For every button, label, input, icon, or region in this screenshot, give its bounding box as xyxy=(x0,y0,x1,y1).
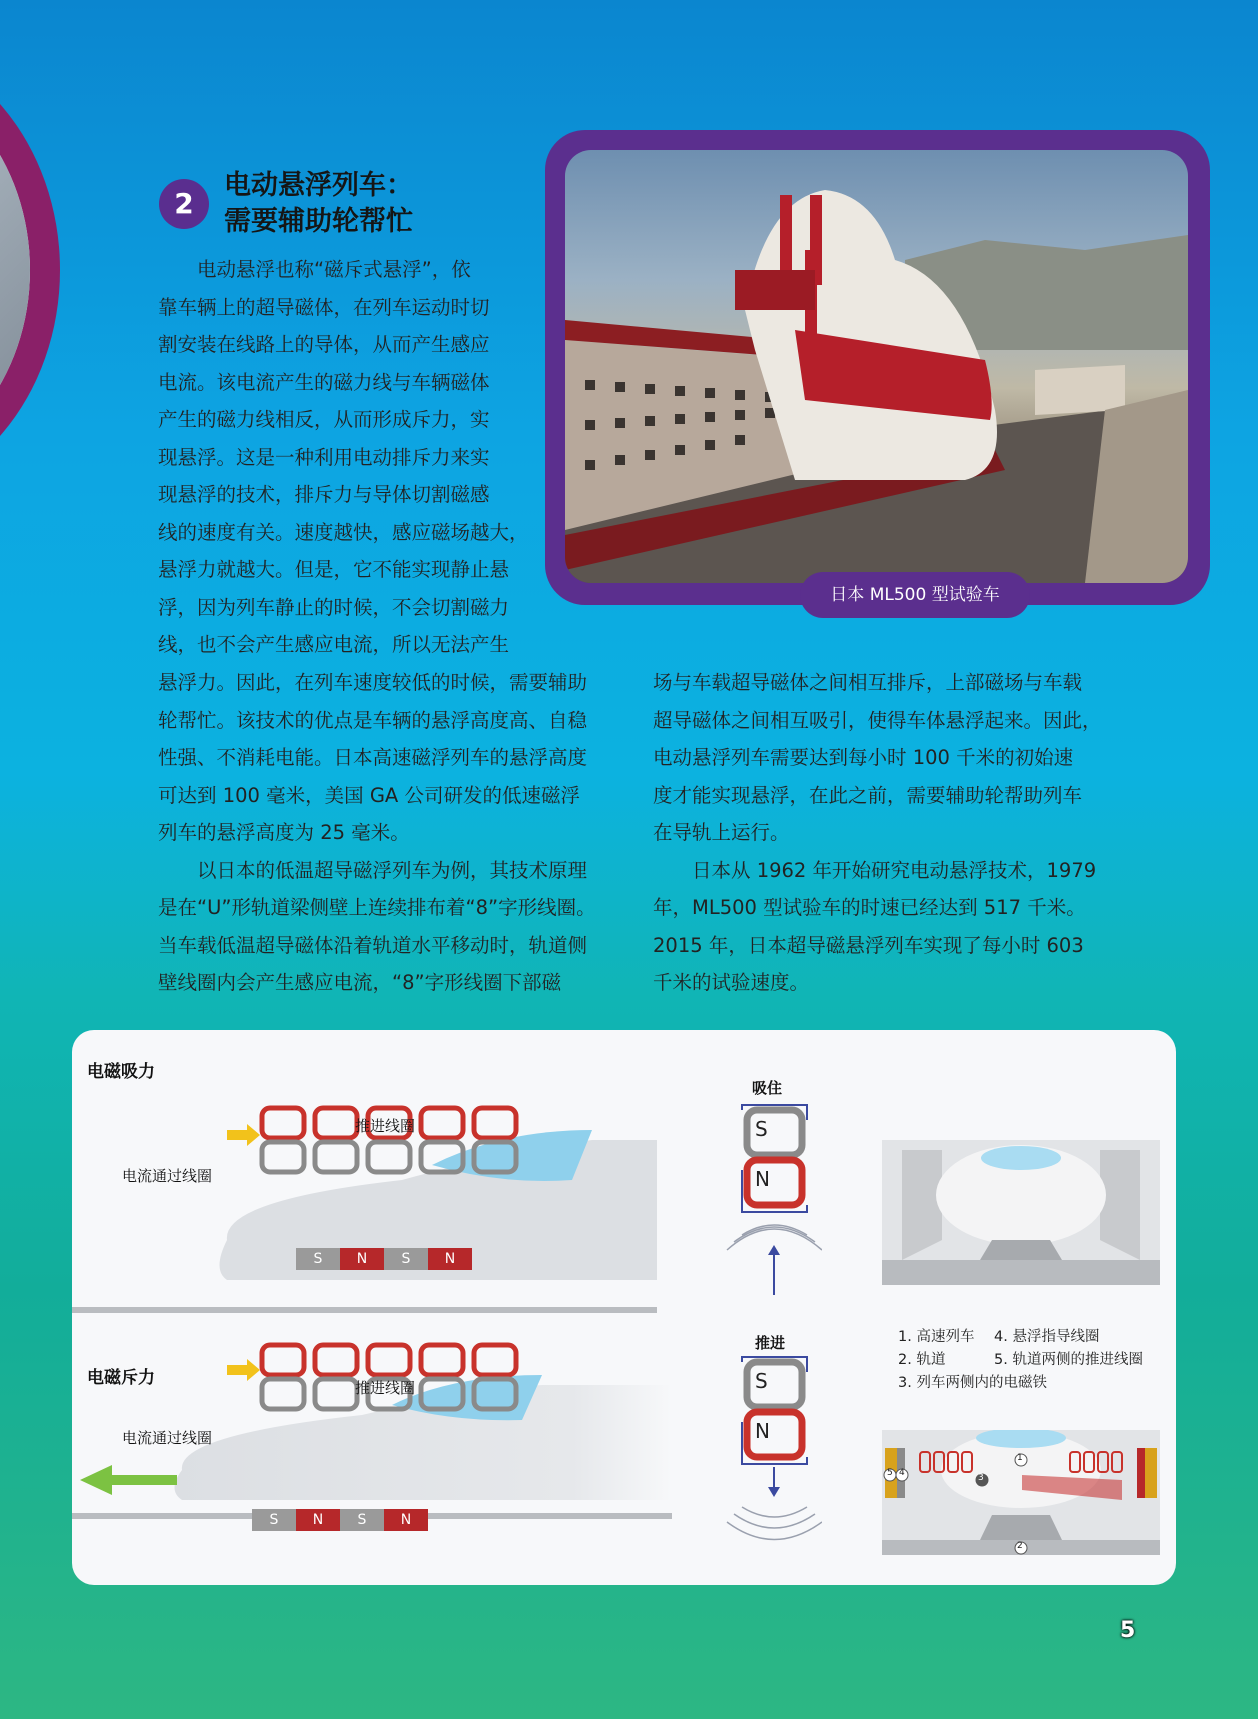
attract-train-diagram xyxy=(72,1070,672,1340)
train-illustration xyxy=(565,150,1188,583)
text-line: 度才能实现悬浮，在此之前，需要辅助轮帮助列车 xyxy=(653,783,1083,807)
repel-coil-label: 推进线圈 xyxy=(355,1379,416,1397)
photo-frame xyxy=(545,130,1210,605)
text-line: 日本从 1962 年开始研究电动悬浮技术，1979 xyxy=(692,858,1097,882)
magnet-block: N xyxy=(340,1248,384,1270)
legend-item: 1. 高速列车 xyxy=(898,1329,975,1345)
section-title-line2: 需要辅助轮帮忙 xyxy=(224,206,413,237)
photo-caption: 日本 ML500 型试验车 xyxy=(800,572,1030,618)
magnet-block: N xyxy=(384,1509,428,1531)
text-line: 性强、不消耗电能。日本高速磁浮列车的悬浮高度 xyxy=(158,746,588,769)
text-line: 电流。该电流产生的磁力线与车辆磁体 xyxy=(158,370,490,394)
text-line: 悬浮力。因此，在列车速度较低的时候，需要辅助 xyxy=(158,671,588,694)
text-line: 浮，因为列车静止的时候，不会切割磁力 xyxy=(158,595,510,619)
text-line: 壁线圈内会产生感应电流，“8”字形线圈下部磁 xyxy=(158,971,562,994)
attract-pole-n: N xyxy=(755,1167,770,1191)
attract-current-label: 电流通过线圈 xyxy=(122,1167,213,1185)
guideway-cross-section-upper xyxy=(882,1140,1160,1285)
ml500-train-photo xyxy=(565,150,1188,583)
text-line: 悬浮力就越大。但是，它不能实现静止悬 xyxy=(158,558,510,581)
magnet-block: N xyxy=(428,1248,472,1270)
text-line: 当车载低温超导磁体沿着轨道水平移动时，轨道侧 xyxy=(158,933,588,957)
repel-action-label: 推进 xyxy=(755,1334,786,1352)
text-line: 超导磁体之间相互吸引，使得车体悬浮起来。因此， xyxy=(653,708,1102,732)
repel-train-diagram xyxy=(72,1330,672,1580)
text-line: 以日本的低温超导磁浮列车为例，其技术原理 xyxy=(197,858,588,882)
attract-magnet-diagram xyxy=(722,1100,822,1300)
text-line: 电动悬浮也称“磁斥式悬浮”，依 xyxy=(197,258,471,281)
magnet-block: S xyxy=(340,1509,384,1531)
text-line: 靠车辆上的超导磁体，在列车运动时切 xyxy=(158,295,490,319)
repel-pole-n: N xyxy=(755,1419,770,1443)
attract-action-label: 吸住 xyxy=(752,1079,783,1097)
text-line: 在导轨上运行。 xyxy=(653,821,790,844)
text-line: 线的速度有关。速度越快，感应磁场越大， xyxy=(158,520,529,544)
attract-pole-s: S xyxy=(755,1117,768,1141)
magnet-block: S xyxy=(384,1248,428,1270)
text-line: 可达到 100 毫米，美国 GA 公司研发的低速磁浮 xyxy=(158,783,580,807)
body-text-left-lower xyxy=(158,664,618,1002)
text-line: 现悬浮。这是一种利用电动排斥力来实 xyxy=(158,445,490,469)
repel-magnet-row xyxy=(252,1509,428,1531)
magnet-block: S xyxy=(296,1248,340,1270)
magnet-block: S xyxy=(252,1509,296,1531)
section-number-badge: 2 xyxy=(159,179,209,229)
body-text-left-upper xyxy=(158,251,533,664)
text-line: 轮帮忙。该技术的优点是车辆的悬浮高度高、自稳 xyxy=(158,708,588,732)
repel-pole-s: S xyxy=(755,1369,768,1393)
text-line: 2015 年，日本超导磁悬浮列车实现了每小时 603 xyxy=(653,933,1084,957)
legend-item: 4. 悬浮指导线圈 xyxy=(994,1329,1100,1345)
text-line: 是在“U”形轨道梁侧壁上连续排布着“8”字形线圈。 xyxy=(158,896,596,919)
text-line: 现悬浮的技术，排斥力与导体切割磁感 xyxy=(158,483,490,506)
legend-item: 3. 列车两侧内的电磁铁 xyxy=(898,1375,1047,1391)
text-line: 电动悬浮列车需要达到每小时 100 千米的初始速 xyxy=(653,746,1074,769)
text-line: 千米的试验速度。 xyxy=(653,971,810,994)
callout-5: 5 xyxy=(887,1468,893,1478)
guideway-cross-section-lower xyxy=(882,1430,1160,1555)
callout-4: 4 xyxy=(899,1468,905,1478)
maglev-diagram-panel xyxy=(72,1030,1176,1585)
callout-1: 1 xyxy=(1017,1453,1023,1463)
text-line: 场与车载超导磁体之间相互排斥，上部磁场与车载 xyxy=(653,671,1083,694)
page-number: 5 xyxy=(1120,1618,1136,1643)
repel-section-title: 电磁斥力 xyxy=(87,1368,155,1388)
attract-section-title: 电磁吸力 xyxy=(87,1062,155,1082)
repel-current-label: 电流通过线圈 xyxy=(122,1429,213,1447)
body-text-right xyxy=(653,664,1123,1002)
text-line: 产生的磁力线相反，从而形成斥力，实 xyxy=(158,408,490,431)
attract-coil-label: 推进线圈 xyxy=(355,1117,416,1135)
text-line: 割安装在线路上的导体，从而产生感应 xyxy=(158,333,490,356)
legend-item: 5. 轨道两侧的推进线圈 xyxy=(994,1352,1143,1368)
attract-magnet-row xyxy=(296,1248,472,1270)
repel-magnet-diagram xyxy=(722,1352,822,1572)
text-line: 线，也不会产生感应电流，所以无法产生 xyxy=(158,633,510,656)
callout-2: 2 xyxy=(1017,1541,1023,1551)
legend-item: 2. 轨道 xyxy=(898,1352,946,1368)
magnet-block: N xyxy=(296,1509,340,1531)
text-line: 列车的悬浮高度为 25 毫米。 xyxy=(158,821,410,844)
text-line: 年，ML500 型试验车的时速已经达到 517 千米。 xyxy=(653,896,1086,919)
section-title-line1: 电动悬浮列车： xyxy=(224,170,413,201)
section-title xyxy=(224,168,524,240)
callout-3: 3 xyxy=(978,1473,984,1483)
